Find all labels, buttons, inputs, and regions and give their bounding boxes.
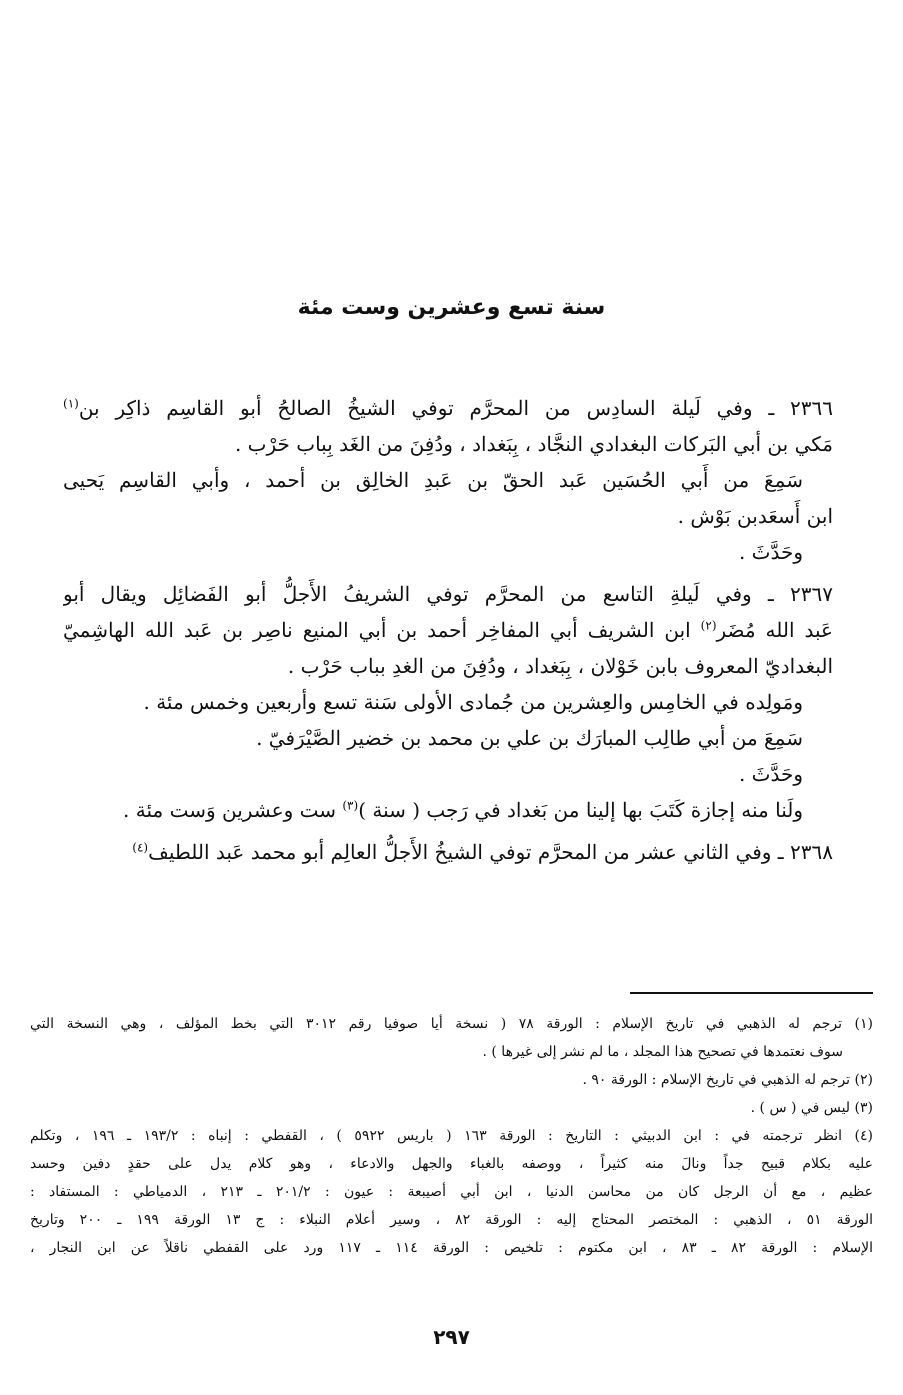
entry-2366-line-2: مَكي بن أبي البَركات البغدادي النجَّاد ، بِبَغداد ، ودُفِنَ من الغَد بِباب حَرْب . [234,432,833,456]
entry-2367-line-3: البغداديّ المعروف بابن خَوْلان ، بِبَغداد ، ودُفِنَ من الغدِ بباب حَرْب . [287,654,833,678]
page-number: ٢٩٧ [433,1325,470,1349]
entry-2366-line-5: وحَدَّثَ . [738,540,803,564]
entry-2367-line-6: وحَدَّثَ . [738,762,803,786]
entry-2366 [63,390,833,570]
text-line [63,792,833,828]
footnote-3 [30,1094,873,1122]
entry-2366-line-3: سَمِعَ من أَبي الحُسَين عَبد الحقّ بن عَبدِ الخالِق بن أحمد ، وأبي القاسِم يَحيى [63,468,803,492]
footnote-ref-2: (٢) [700,618,717,633]
entry-2367-line-4: ومَولِده في الخامِس والعِشرين من جُمادى الأولى سَنة تسع وأربعين وخمس مئة . [143,690,803,714]
entry-2367 [63,576,833,828]
entry-2367-line-2b: ابن الشريف أبي المفاخِر أحمد بن أبي المنيع ناصِر بن عَبد الله الهاشِميّ [63,618,691,642]
footnote-3-marker: (٣) [854,1100,873,1116]
main-text [63,390,833,870]
entry-2367-line-2a: عَبد الله مُضَر [716,618,833,642]
footnote-4-line-3: عظيم ، مع أن الرجل كان من محاسن الدنيا ، ابن أبي أصيبعة : عيون : ٢٠١/٢ ـ ٢١٣ ، الدمياطي : المستفاد : [30,1184,873,1200]
footnote-ref-4: (٤) [132,840,149,855]
footnote-ref-3: (٣) [342,798,359,813]
entry-2367-line-5: سَمِعَ من أبي طالِب المبارَك بن علي بن محمد بن خضير الصَّيْرَفيّ . [256,726,803,750]
footnotes [30,1010,873,1262]
footnote-4 [30,1122,873,1150]
footnote-3-line-1: ليس في ( س ) . [750,1100,851,1116]
entry-2367-line-1: ٢٣٦٧ ـ وفي لَيلةِ التاسع من المحرَّم توفي الشريفُ الأَجلُّ أبو الفَضائِل ويقال أبو [63,582,833,606]
entry-2366-line-1: ٢٣٦٦ ـ وفي لَيلة السادِس من المحرَّم توفي الشيخُ الصالحُ أبو القاسِم ذاكِر بن [78,396,833,420]
footnote-1-line-1: ترجم له الذهبي في تاريخ الإسلام : الورقة ٧٨ ( نسخة أيا صوفيا رقم ٣٠١٢ التي بخط المؤلف ، وهي النسخة التي [30,1016,842,1032]
page-title: سنة تسع وعشرين وست مئة [297,295,606,320]
text-line [63,834,833,870]
footnote-1 [30,1010,873,1038]
entry-2368 [63,834,833,870]
text-line [63,612,833,648]
footnote-4-line-2: عليه بكلام قبيح جداً ونالَ منه كثيراً ، ووصفه بالغباء والجهل والادعاء ، وهو كلام يدل على حقدٍ دفين وحسد [30,1156,873,1172]
footnote-4-marker: (٤) [854,1128,873,1144]
footnote-ref-1: (١) [63,396,79,411]
footnote-2-line-1: ترجم له الذهبي في تاريخ الإسلام : الورقة ٩٠ . [582,1072,851,1088]
footnote-divider [630,992,873,994]
footnote-2 [30,1066,873,1094]
footnote-1-line-2: سوف نعتمدها في تصحيح هذا المجلد ، ما لم نشر إلى غيرها ) . [482,1044,843,1060]
footnote-4-line-1: انظر ترجمته في : ابن الدبيثي : التاريخ : الورقة ١٦٣ ( باريس ٥٩٢٢ ) ، القفطي : إنباه : ١٩٣/٢ ـ ١٩٦ ، وتكلم [30,1128,843,1144]
entry-2367-line-7a: ولَنا منه إجازة كَتَبَ بها إلينا من بَغداد في رَجب ( سنة ) [358,798,803,822]
footnote-2-marker: (٢) [854,1072,873,1088]
entry-2366-line-4: ابن أَسعَدبن بَوْش . [677,504,833,528]
footnote-4-line-5: الإسلام : الورقة ٨٢ ـ ٨٣ ، ابن مكتوم : تلخيص : الورقة ١١٤ ـ ١١٧ ورد على القفطي ناقلاً عن ابن النجار ، [30,1240,873,1256]
text-line [63,390,833,426]
footnote-1-marker: (١) [854,1016,873,1032]
footnote-4-line-4: الورقة ٥١ ، الذهبي : المختصر المحتاج إليه : الورقة ٨٢ ، وسير أعلام النبلاء : ج ١٣ الورقة ١٩٩ ـ ٢٠٠ وتاريخ [30,1212,873,1228]
entry-2367-line-7b: ست وعشرين وَست مئة . [123,798,336,822]
entry-2368-line-1: ٢٣٦٨ ـ وفي الثاني عشر من المحرَّم توفي الشيخُ الأَجلُّ العالِم أبو محمد عَبد اللطيف [148,840,833,864]
